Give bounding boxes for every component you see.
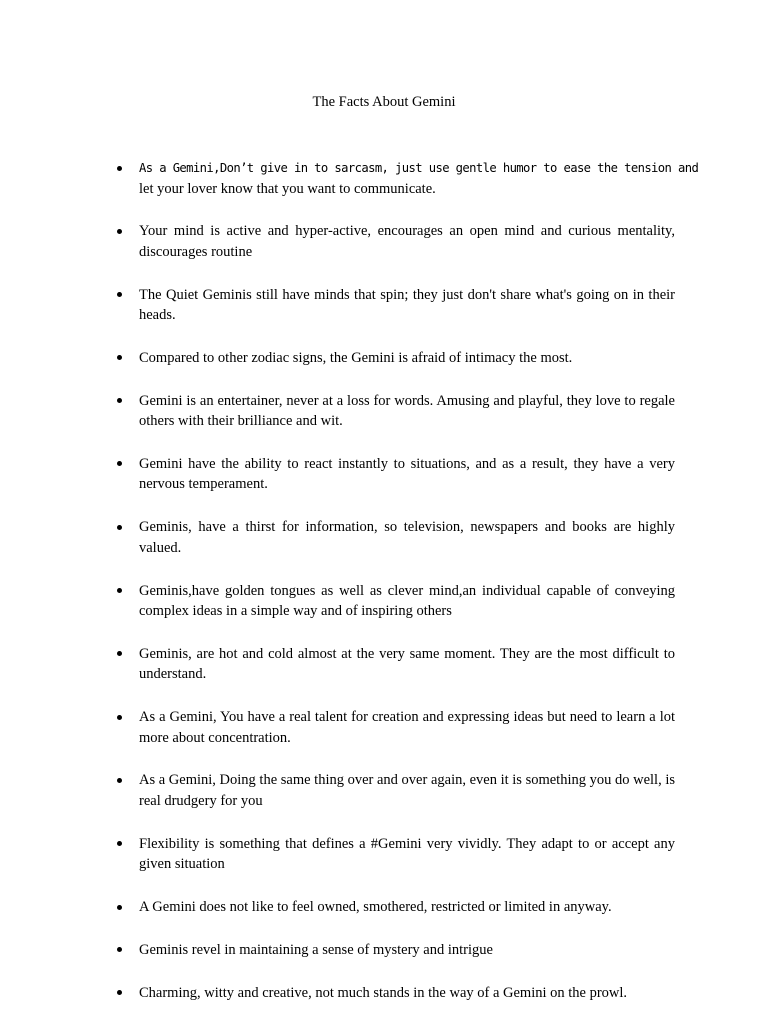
bullet-icon — [117, 229, 122, 234]
bullet-icon — [117, 947, 122, 952]
list-item — [139, 348, 675, 369]
list-item-text: Geminis revel in maintaining a sense of mystery and intrigue — [139, 941, 493, 958]
bullet-icon — [117, 166, 122, 171]
bullet-icon — [117, 778, 122, 783]
list-item-text: As a Gemini, Doing the same thing over and over again, even it is something you do well, is real drudgery for you — [139, 772, 675, 809]
list-item-text: The Quiet Geminis still have minds that spin; they just don't share what's going on in their heads. — [139, 286, 675, 324]
list-item — [139, 770, 675, 811]
list-item — [139, 221, 675, 262]
bullet-icon — [117, 990, 122, 995]
bullet-icon — [117, 292, 122, 297]
list-item-text-first-line: As a Gemini,Don’t give in to sarcasm, just use gentle humor to ease the tension and — [139, 161, 699, 175]
bullet-icon — [117, 715, 122, 720]
facts-list — [0, 158, 768, 1025]
bullet-icon — [117, 355, 122, 360]
list-item-text: Flexibility is something that defines a #Gemini very vividly. They adapt to or accept any given situation — [139, 835, 675, 873]
list-item-text: Geminis, are hot and cold almost at the very same moment. They are the most difficult to understand. — [139, 645, 675, 683]
list-item-text: Geminis, have a thirst for information, so television, newspapers and books are highly valued. — [139, 519, 675, 556]
list-item-text: Charming, witty and creative, not much stands in the way of a Gemini on the prowl. — [139, 984, 628, 1001]
list-item-text: let your lover know that you want to communicate. — [139, 180, 436, 197]
list-item — [139, 517, 675, 558]
list-item — [139, 707, 675, 748]
list-item — [139, 581, 675, 622]
list-item — [139, 983, 675, 1004]
list-item — [139, 834, 675, 875]
bullet-icon — [117, 651, 122, 656]
list-item — [139, 644, 675, 685]
list-item — [139, 454, 675, 495]
list-item-text: Gemini is an entertainer, never at a loss for words. Amusing and playful, they love to regale others with their brilliance and wit. — [139, 392, 675, 430]
bullet-icon — [117, 905, 122, 910]
bullet-icon — [117, 841, 122, 846]
list-item — [139, 285, 675, 326]
list-item-text: Geminis,have golden tongues as well as clever mind,an individual capable of conveying complex ideas in a simple way and of inspiring others — [139, 582, 675, 620]
list-item-text: A Gemini does not like to feel owned, smothered, restricted or limited in anyway. — [139, 899, 612, 916]
list-item — [139, 897, 675, 918]
list-item-text: As a Gemini, You have a real talent for creation and expressing ideas but need to learn a lot more about concentration. — [139, 709, 675, 746]
bullet-icon — [117, 398, 122, 403]
list-item — [139, 940, 675, 961]
bullet-icon — [117, 588, 122, 593]
list-item — [139, 391, 675, 432]
document-title: The Facts About Gemini — [312, 94, 456, 110]
list-item-text: Your mind is active and hyper-active, encourages an open mind and curious mentality, discourages routine — [139, 223, 675, 260]
bullet-icon — [117, 461, 122, 466]
list-item-text: Gemini have the ability to react instantly to situations, and as a result, they have a very nervous temperament. — [139, 455, 675, 493]
list-item — [139, 158, 699, 199]
list-item-text: Compared to other zodiac signs, the Gemini is afraid of intimacy the most. — [139, 349, 573, 366]
bullet-icon — [117, 525, 122, 530]
